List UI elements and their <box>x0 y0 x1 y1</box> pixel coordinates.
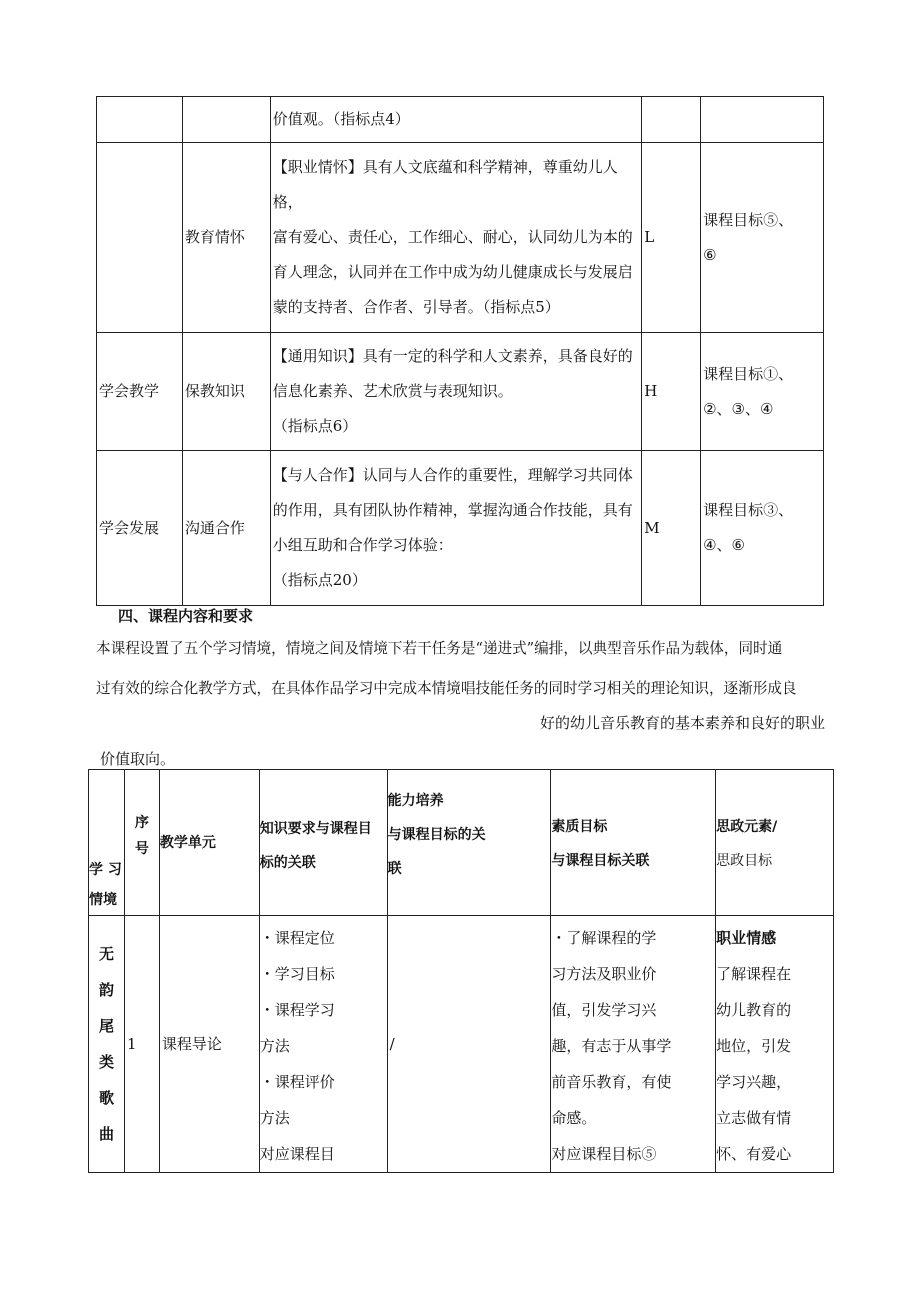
unit-cell: 课程导论 <box>159 916 259 1173</box>
paragraph-line: 价值取向。 <box>100 750 176 768</box>
header-knowledge: 知识要求与课程目 标的关联 <box>259 770 387 916</box>
header-ability: 能力培养 与课程目标的关 联 <box>387 770 551 916</box>
ideology-cell: 职业情感 了解课程在 幼儿教育的 地位，引发 学习兴趣， 立志做有情 怀、有爱心 <box>716 916 834 1173</box>
content-table <box>88 769 834 1173</box>
category-cell: 学会教学 <box>97 333 183 451</box>
indicator-cell: 保教知识 <box>182 333 270 451</box>
indicator-cell: 沟通合作 <box>182 451 270 606</box>
level-cell: H <box>642 333 701 451</box>
section-heading: 四、课程内容和要求 <box>118 607 254 625</box>
paragraph-line: 本课程设置了五个学习情境，情境之间及情境下若干任务是“递进式”编排，以典型音乐作品为载体，同时通 <box>96 640 783 657</box>
paragraph-line: 过有效的综合化教学方式，在具体作品学习中完成本情境唱技能任务的同时学习相关的理论知识，逐渐形成良 <box>96 680 797 697</box>
requirement-cell: 【通用知识】具有一定的科学和人文素养，具备良好的 信息化素养、艺术欣赏与表现知识。 （指标点6） <box>270 333 641 451</box>
indicator-cell: 教育情怀 <box>182 143 270 333</box>
table-row <box>97 143 824 333</box>
table-row <box>89 916 834 1173</box>
target-cell <box>701 97 824 143</box>
target-cell: 课程目标①、 ②、③、④ <box>701 333 824 451</box>
objectives-table <box>96 96 824 606</box>
requirement-cell: 【与人合作】认同与人合作的重要性，理解学习共同体 的作用，具有团队协作精神，掌握沟通合作技能，具有 小组互助和合作学习体验： （指标点20） <box>270 451 641 606</box>
header-unit: 教学单元 <box>159 770 259 916</box>
target-cell: 课程目标③、 ④、⑥ <box>701 451 824 606</box>
header-ideology: 思政元素/ 思政目标 <box>716 770 834 916</box>
quality-cell: ・了解课程的学 习方法及职业价 值，引发学习兴 趣，有志于从事学 前音乐教育，有使 命感。 对应课程目标⑤ <box>551 916 716 1173</box>
requirement-cell: 价值观。（指标点4） <box>270 97 641 143</box>
level-cell: L <box>642 143 701 333</box>
header-quality: 素质目标 与课程目标关联 <box>551 770 716 916</box>
table-row <box>97 333 824 451</box>
situation-cell: 无 韵 尾 类 歌 曲 <box>89 916 125 1173</box>
level-cell <box>642 97 701 143</box>
knowledge-cell: ・课程定位 ・学习目标 ・课程学习 方法 ・课程评价 方法 对应课程目 <box>259 916 387 1173</box>
table-row <box>97 451 824 606</box>
category-cell: 学会发展 <box>97 451 183 606</box>
header-situation: 学 习 情境 <box>89 770 125 916</box>
level-cell: M <box>642 451 701 606</box>
ability-cell: / <box>387 916 551 1173</box>
requirement-cell: 【职业情怀】具有人文底蕴和科学精神，尊重幼儿人格， 富有爱心、责任心，工作细心、耐心，认同幼儿为本的 育人理念，认同并在工作中成为幼儿健康成长与发展启 蒙的支持者、合作者、引导者。（指标点5） <box>270 143 641 333</box>
category-cell <box>97 143 183 333</box>
table-row <box>97 97 824 143</box>
paragraph-line: 好的幼儿音乐教育的基本素养和良好的职业 <box>540 714 826 732</box>
header-seq: 序 号 <box>124 770 159 916</box>
table-cell <box>182 97 270 143</box>
target-cell: 课程目标⑤、 ⑥ <box>701 143 824 333</box>
seq-cell: 1 <box>124 916 159 1173</box>
table-cell <box>97 97 183 143</box>
table-header-row <box>89 770 834 916</box>
